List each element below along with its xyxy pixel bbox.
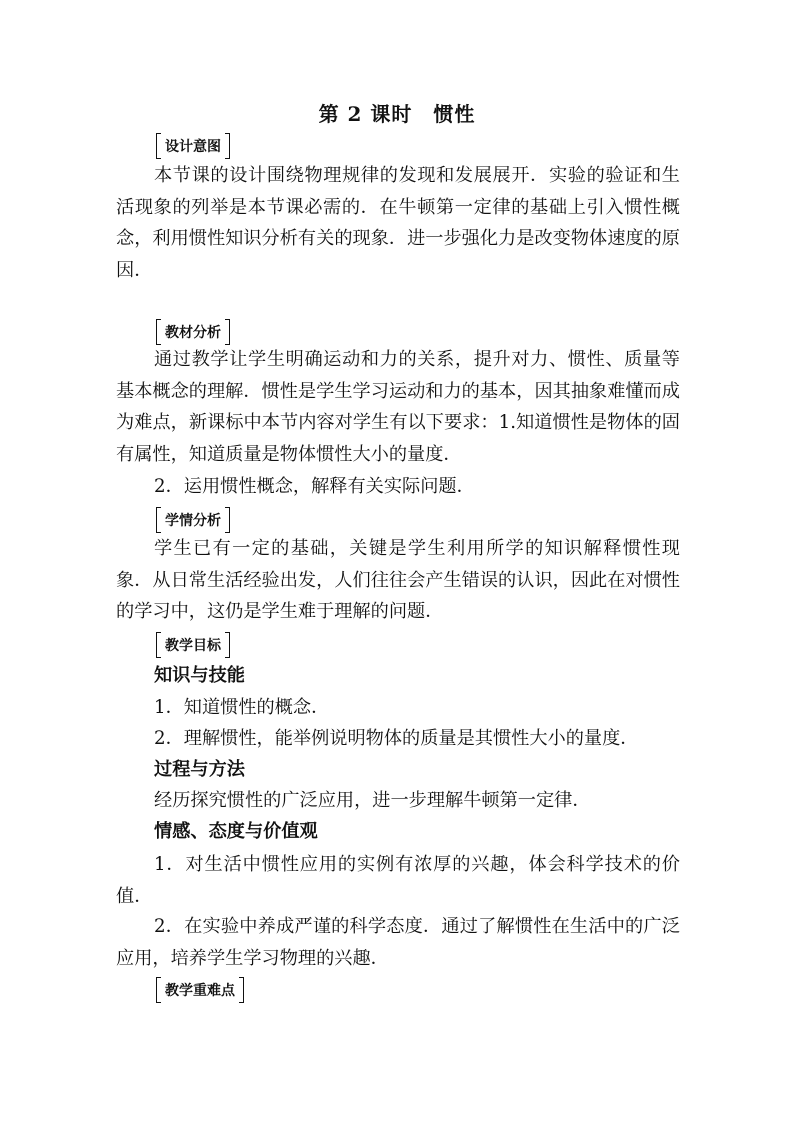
- bracket-right-icon: [225, 632, 230, 658]
- section-tag-key-points: [156, 976, 244, 1004]
- material-item-2: 2．运用惯性概念，解释有关实际问题．: [154, 476, 475, 497]
- emotion-item-2: 2．在实验中养成严谨的科学态度．通过了解惯性在生活中的广泛应用，培养学生学习物理的兴趣．: [116, 916, 680, 969]
- bracket-left-icon: [156, 977, 161, 1003]
- section-tag-material: [156, 318, 230, 346]
- material-paragraph: 通过教学让学生明确运动和力的关系，提升对力、惯性、质量等基本概念的理解．惯性是学生学习运动和力的基本，因其抽象难懂而成为难点，新课标中本节内容对学生有以下要求：1.知道惯性是物体的固有属性，知道质量是物体惯性大小的量度．: [116, 349, 680, 465]
- emotion-item-1: 1．对生活中惯性应用的实例有浓厚的兴趣，体会科学技术的价值．: [116, 854, 680, 907]
- bracket-left-icon: [156, 133, 161, 159]
- process-item-1: 经历探究惯性的广泛应用，进一步理解牛顿第一定律．: [154, 790, 591, 811]
- design-paragraph: 本节课的设计围绕物理规律的发现和发展展开．实验的验证和生活现象的列举是本节课必需的．在牛顿第一定律的基础上引入惯性概念，利用惯性知识分析有关的现象．进一步强化力是改变物体速度的原因．: [116, 165, 680, 281]
- bracket-left-icon: [156, 632, 161, 658]
- section-tag-label: 教学重难点: [165, 983, 235, 999]
- section-tag-label: 设计意图: [165, 139, 221, 155]
- knowledge-item-2: 2．理解惯性，能举例说明物体的质量是其惯性大小的量度．: [154, 728, 639, 749]
- section-tag-learner: [156, 506, 230, 534]
- section-tag-label: 教材分析: [165, 325, 221, 341]
- section-tag-label: 学情分析: [165, 513, 221, 529]
- section-tag-goals: [156, 631, 230, 659]
- section-tag-design: [156, 132, 230, 160]
- knowledge-item-1: 1．知道惯性的概念．: [154, 697, 330, 718]
- learner-paragraph: 学生已有一定的基础，关键是学生利用所学的知识解释惯性现象．从日常生活经验出发，人们往往会产生错误的认识，因此在对惯性的学习中，这仍是学生难于理解的问题．: [116, 538, 680, 622]
- knowledge-heading: 知识与技能: [154, 665, 245, 686]
- section-tag-label: 教学目标: [165, 638, 221, 654]
- process-heading: 过程与方法: [154, 759, 245, 780]
- bracket-right-icon: [225, 319, 230, 345]
- bracket-right-icon: [239, 977, 244, 1003]
- emotion-heading: 情感、态度与价值观: [154, 821, 318, 842]
- bracket-right-icon: [225, 133, 230, 159]
- bracket-left-icon: [156, 507, 161, 533]
- bracket-left-icon: [156, 319, 161, 345]
- bracket-right-icon: [225, 507, 230, 533]
- lesson-title: 第 2 课时 惯性: [318, 102, 476, 126]
